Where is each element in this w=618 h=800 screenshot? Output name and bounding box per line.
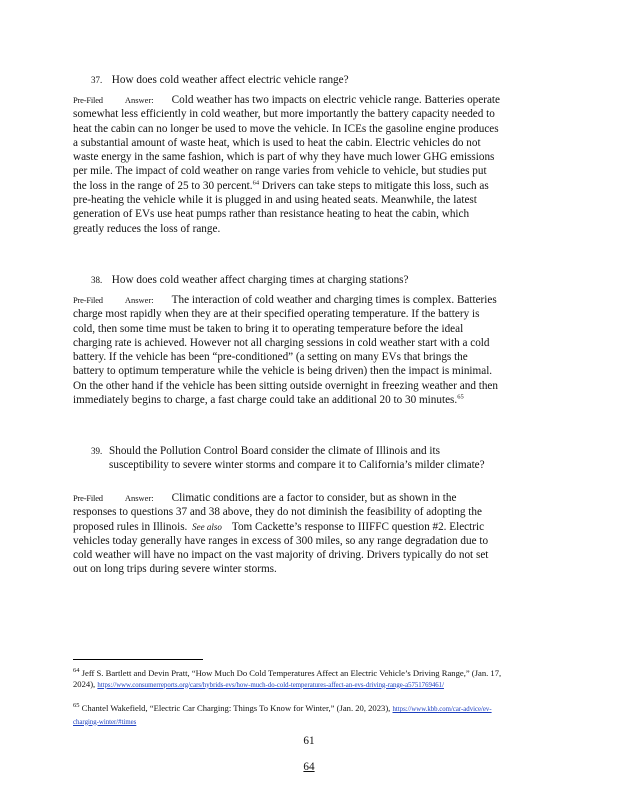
prefiled-label: Pre-Filed <box>73 95 103 105</box>
footnote-link[interactable]: https://www.kbb.com/car-advice/ev-charging-winter/#times <box>73 706 492 726</box>
footnote-divider <box>73 659 203 660</box>
footnote-ref-65: 65 <box>457 393 464 401</box>
footnote-text: Jeff S. Bartlett and Devin Pratt, “How Much Do Cold Temperatures Affect an Electric Vehicle’s Driving Range,” (Jan. 17, 2024), <box>73 668 502 689</box>
footnote-65 <box>73 703 513 728</box>
page-number-outer: 64 <box>303 761 315 773</box>
prefiled-label: Pre-Filed <box>73 295 103 305</box>
answer-text: Climatic conditions are a factor to consider, but as shown in the responses to questions 37 and 38 above, they do not diminish the feasibility of adopting the proposed rules in Illinois. <box>73 492 482 533</box>
footnote-link[interactable]: https://www.consumerreports.org/cars/hybrids-evs/how-much-do-cold-temperatures-affect-an-evs-driving-range-a5751769461/ <box>97 681 444 689</box>
footnote-number: 65 <box>73 702 80 710</box>
answer-text-cont: Drivers can take steps to mitigate this loss, such as pre-heating the vehicle while it is plugged in and using heated seats. Meanwhile, the latest generation of EVs use heat pumps rather than resistance heating to heat the cabin, which greatly reduces the loss of range. <box>73 179 489 235</box>
prefiled-label: Pre-Filed <box>73 493 103 503</box>
answer-label: Answer: <box>124 295 154 305</box>
answer-39 <box>73 491 501 577</box>
question-number: 39. <box>91 446 103 456</box>
answer-37 <box>73 93 501 236</box>
question-38 <box>91 273 408 287</box>
question-number: 37. <box>91 75 103 85</box>
question-text: How does cold weather affect charging times at charging stations? <box>111 274 409 286</box>
question-number: 38. <box>91 275 103 285</box>
question-37 <box>91 73 349 87</box>
page-number-inner: 61 <box>303 735 315 747</box>
answer-label: Answer: <box>124 493 154 503</box>
footnote-ref-64: 64 <box>252 179 260 187</box>
footnote-text: Chantel Wakefield, “Electric Car Charging: Things To Know for Winter,” (Jan. 20, 2023), <box>81 703 391 713</box>
answer-text: The interaction of cold weather and charging times is complex. Batteries charge most rapidly when they are at their specified operating temperature. If the battery is cold, then some time must be taken to bring it to operating temperature before the ideal charging rate is achieved. However not all charging sessions in cold weather start with a cold battery. If the vehicle has been “pre-conditioned” (a setting on many EVs that brings the battery to optimum temperature while the vehicle is being driven) then the impact is minimal. On the other hand if the vehicle has been sitting outside overnight in freezing weather and then immediately begins to charge, a fast charge could take an additional 20 to 30 minutes. <box>73 294 498 407</box>
question-39 <box>91 444 511 472</box>
footnote-number: 64 <box>73 667 80 675</box>
footnote-64 <box>73 668 513 691</box>
question-text: How does cold weather affect electric vehicle range? <box>111 74 349 86</box>
question-text: Should the Pollution Control Board consider the climate of Illinois and its susceptibility to severe winter storms and compare it to California’s milder climate? <box>109 445 485 471</box>
answer-text: Cold weather has two impacts on electric vehicle range. Batteries operate somewhat less efficiently in cold weather, but more importantly the battery capacity needed to heat the cabin can no longer be used to move the vehicle. In ICEs the gasoline engine produces a substantial amount of waste heat, which is used to heat the cabin. Electric vehicles do not waste energy in the same fashion, which is part of why they have much lower GHG emissions per mile. The impact of cold weather on range varies from vehicle to vehicle, but studies put the loss in the range of 25 to 30 percent. <box>73 94 500 192</box>
answer-38 <box>73 293 501 407</box>
answer-label: Answer: <box>124 95 154 105</box>
answer-text-cont: Tom Cackette’s response to IIIFFC question #2. Electric vehicles today generally have ranges in excess of 300 miles, so any range degradation due to cold weather will have no impact on the vast majority of driving. Drivers typically do not set out on long trips during severe winter storms. <box>73 520 489 576</box>
see-also: See also <box>192 521 222 532</box>
